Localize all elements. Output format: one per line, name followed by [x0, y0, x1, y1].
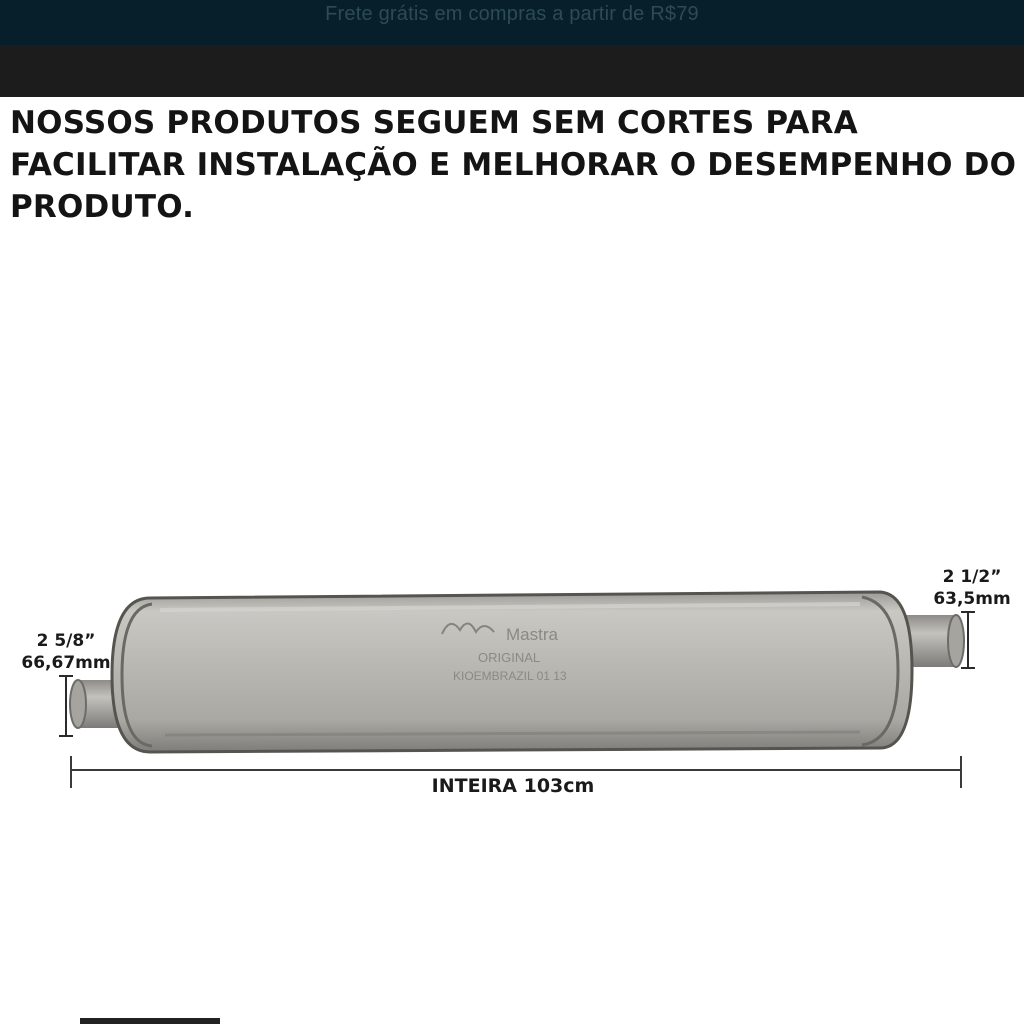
right-diameter-mm: 63,5mm [933, 589, 1011, 609]
promo-text: Frete grátis em compras a partir de R$79 [325, 3, 699, 25]
brand-logo-text: Mastra [506, 625, 558, 644]
total-length-label: INTEIRA 103cm [431, 775, 595, 797]
right-diameter-label [922, 566, 1022, 610]
right-diameter-inch: 2 1/2” [942, 567, 1002, 587]
left-diameter-label [14, 630, 118, 674]
nav-bar [0, 45, 1024, 97]
stamp-line-2: KIOEMBRAZIL 01 13 [453, 669, 567, 683]
product-image [0, 560, 1024, 820]
bottom-decoration [80, 1018, 220, 1024]
product-headline: NOSSOS PRODUTOS SEGUEM SEM CORTES PARA FACILITAR INSTALAÇÃO E MELHORAR O DESEMPENHO DO PRODUTO. [10, 105, 1017, 225]
left-diameter-mm: 66,67mm [21, 653, 111, 673]
promo-bar [0, 0, 1024, 45]
stamp-line-1: ORIGINAL [478, 650, 541, 665]
left-diameter-inch: 2 5/8” [36, 631, 96, 651]
